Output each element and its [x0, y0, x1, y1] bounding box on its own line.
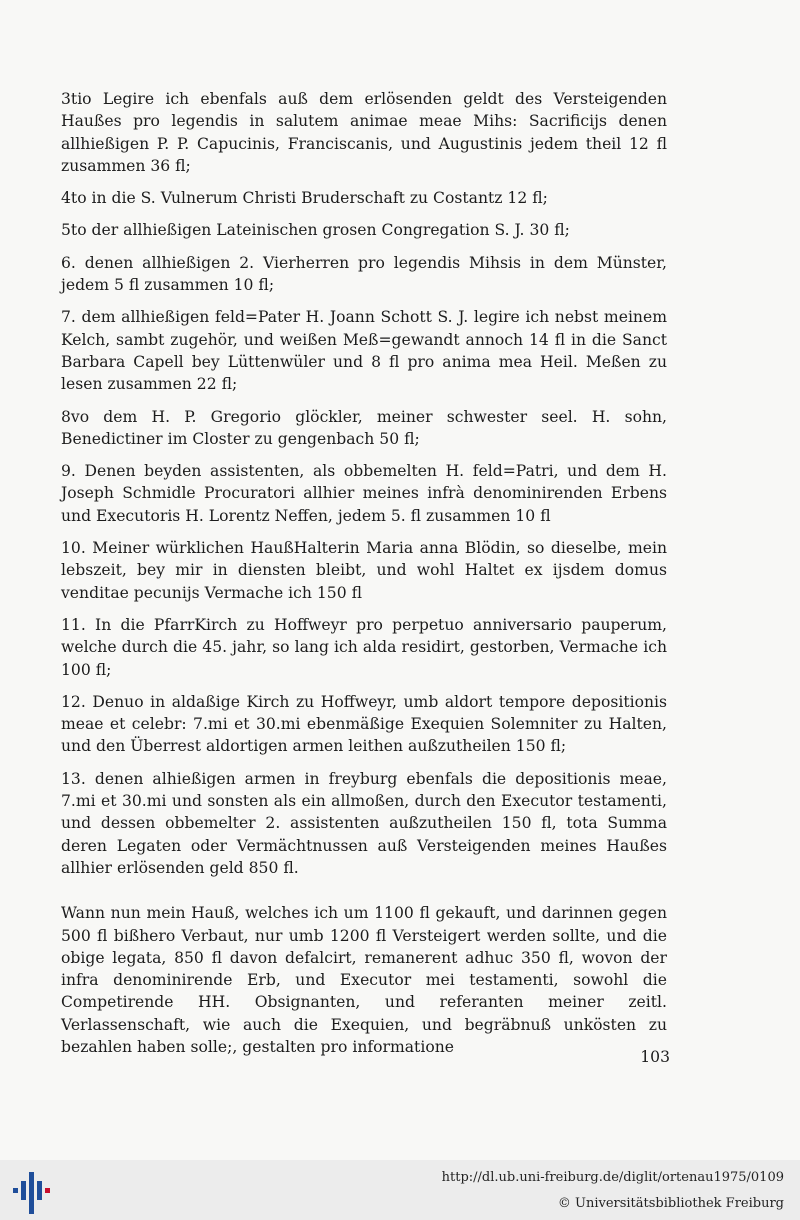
paragraph-9: 9. Denen beyden assistenten, als obbemelten H. feld=Patri, und dem H. Joseph Schmidle Procuratori allhier meines infrà denominirenden Erbens und Executoris H. Lorentz Neffen, jedem 5. fl zusammen 10 fl [61, 462, 667, 525]
paragraph-3tio: 3tio Legire ich ebenfals auß dem erlösenden geldt des Versteigenden Haußes pro legendis in salutem animae meae Mihs: Sacrificijs denen allhießigen P. P. Capucinis, Franciscanis, und Augustinis jedem theil 12 fl zusammen 36 fl; [61, 90, 667, 175]
paragraph-7: 7. dem allhießigen feld=Pater H. Joann Schott S. J. legire ich nebst meinem Kelch, sambt zugehör, und weißen Meß=gewandt annoch 14 fl in die Sanct Barbara Capell bey Lüttenwüler und 8 fl pro anima mea Heil. Meßen zu lesen zusammen 22 fl; [61, 308, 667, 394]
paragraph-12: 12. Denuo in aldaßige Kirch zu Hoffweyr, umb aldort tempore depositionis meae et celebr: 7.mi et 30.mi ebenmäßige Exequien Solemniter zu Halten, und den Überrest aldortigen armen leithen außzutheilen 150 fl; [61, 692, 667, 756]
page-number: 103 [640, 1048, 670, 1066]
footer-bar [0, 1160, 800, 1220]
paragraph-4to: 4to in die S. Vulnerum Christi Bruderschaft zu Costantz 12 fl; [61, 189, 548, 208]
logo-bar-1 [13, 1188, 18, 1193]
paragraph-8vo: 8vo dem H. P. Gregorio glöckler, meiner schwester seel. H. sohn, Benedictiner im Closter zu gengenbach 50 fl; [61, 407, 667, 448]
paragraph-6: 6. denen allhießigen 2. Vierherren pro legendis Mihsis in dem Münster, jedem 5 fl zusammen 10 fl; [61, 253, 667, 295]
logo-bar-2 [21, 1181, 26, 1200]
logo-bar-5 [45, 1188, 50, 1193]
ub-freiburg-logo-icon[interactable] [10, 1172, 52, 1214]
paragraph-11: 11. In die PfarrKirch zu Hoffweyr pro perpetuo anniversario pauperum, welche durch die 45. jahr, so lang ich alda residirt, gestorben, Vermache ich 100 fl; [61, 615, 667, 679]
paragraph-5to: 5to der allhießigen Lateinischen grosen Congregation S. J. 30 fl; [61, 221, 570, 240]
paragraph-13: 13. denen alhießigen armen in freyburg ebenfals die depositionis meae, 7.mi et 30.mi und sonsten als ein allmoßen, durch den Executor testamenti, und dessen obbemelter 2. assistenten außzutheilen 150 fl, tota Summa deren Legaten oder Vermächtnussen auß Versteigenden meines Haußes allhier erlösenden geld 850 fl. [61, 769, 667, 877]
paragraph-closing: Wann nun mein Hauß, welches ich um 1100 fl gekauft, und darinnen gegen 500 fl bißhero Verbaut, nur umb 1200 fl Versteigert werden sollte, und die obige legata, 850 fl davon defalcirt, remanerent adhuc 350 fl, wovon der infra denominirende Erb, und Executor mei testamenti, sowohl die Competirende HH. Obsignanten, und referanten meiner zeitl. Verlassenschaft, wie auch die Exequien, und begräbnuß unkösten zu bezahlen haben solle;, gestalten pro informatione [61, 904, 667, 1056]
logo-bar-4 [37, 1181, 42, 1200]
copyright-text: © Universitätsbibliothek Freiburg [557, 1196, 784, 1211]
paragraph-10: 10. Meiner würklichen HaußHalterin Maria anna Blödin, so dieselbe, mein lebszeit, bey mir in diensten bleibt, und wohl Haltet ex ijsdem domus venditae pecunijs Vermache ich 150 fl [61, 539, 667, 602]
logo-bar-3 [29, 1172, 34, 1214]
document-body [61, 88, 667, 1068]
source-url-link[interactable]: http://dl.ub.uni-freiburg.de/diglit/ortenau1975/0109 [441, 1170, 784, 1185]
